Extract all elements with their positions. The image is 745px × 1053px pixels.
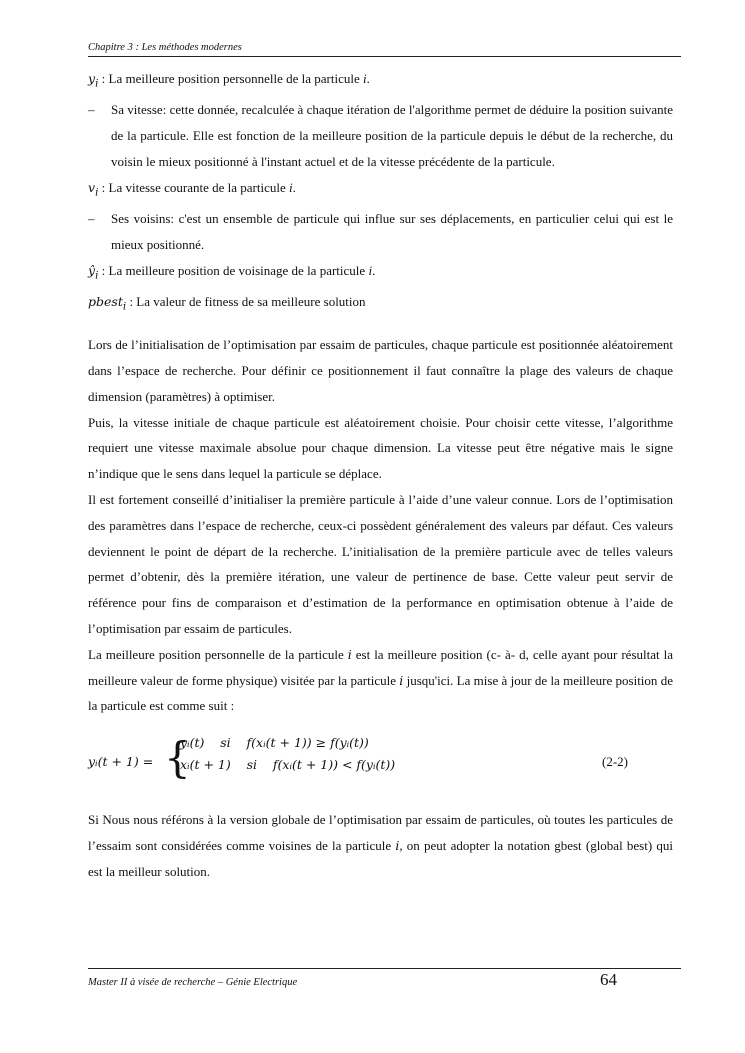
paragraph-premiere-particule: Il est fortement conseillé d’initialiser la première particule à l’aide d’une valeur connue. Lors de l’optimisation des paramètres dans l’espace de recherche, ceux-ci possèdent généralement des valeurs par défaut. Ces valeurs deviennent le point de départ de la recherche. L’initialisation de la première particule avec de telles valeurs permet d’obtenir, dès la première itération, une valeur de pertinence de base. Cette valeur peut servir de référence pour fins de comparaison et d’estimation de la performance en optimisation obtenue à l’aide de l’optimisation par essaim de particules. (88, 491, 673, 636)
paragraph-vitesse-initiale: Puis, la vitesse initiale de chaque particule est aléatoirement choisie. Pour choisir cette vitesse, l’algorithme requiert une vitesse maximale absolue pour chaque dimension. La vitesse peut être négative mais le signe n’indique que le sens dans lequel la particule se déplace. (88, 414, 673, 482)
dash-bullet: – (88, 210, 95, 226)
equation-lhs: yᵢ(t + 1) = (88, 754, 154, 770)
list-item-voisins: – Ses voisins: c'est un ensemble de particule qui influe sur ses déplacements, en particulier celui qui est le mieux positionné. (88, 206, 673, 258)
definition-yhat: $ŷ_i$ : La meilleure position de voisinage de la particule i. (88, 262, 376, 282)
definition-vi: $v_i$ : La vitesse courante de la particule i. (88, 179, 296, 199)
paragraph-meilleure-position: La meilleure position personnelle de la particule i est la meilleure position (c- à- d, celle ayant pour résultat la meilleure valeur de forme physique) visitée par la particule i jusqu'ici. La mise à jour de la meilleure position de la particule est comme suit : (88, 646, 673, 714)
paragraph-initialisation: Lors de l’initialisation de l’optimisation par essaim de particules, chaque particule est positionnée aléatoirement dans l’espace de recherche. Pour définir ce positionnement il faut connaître la plage des valeurs de chaque dimension (paramètres) à optimiser. (88, 337, 673, 404)
dash-bullet: – (88, 102, 95, 118)
page-number: 64 (600, 970, 617, 989)
page-header (88, 42, 681, 57)
definition-pbest: pbest$_i$ : La valeur de fitness de sa meilleure solution (88, 293, 366, 313)
equation-brace: { (164, 733, 191, 783)
chapter-title: Chapitre 3 : Les méthodes modernes (88, 42, 242, 53)
equation-case-2: xᵢ(t + 1) si f(xᵢ(t + 1)) < f(yᵢ(t)) (180, 757, 396, 773)
symbol-pbest: pbest$_i$ (88, 293, 127, 313)
symbol-yhat: $ŷ_i$ (88, 262, 99, 282)
footer-title: Master II à visée de recherche – Génie Electrique (88, 977, 298, 988)
definition-yi: $y_i$ : La meilleure position personnelle de la particule i. (88, 71, 370, 90)
equation-case-1: yᵢ(t) si f(xᵢ(t + 1)) ≥ f(yᵢ(t)) (180, 735, 369, 751)
equation-number: (2-2) (602, 754, 628, 770)
symbol-vi: $v_i$ (88, 179, 99, 199)
symbol-yi: $y_i$ (88, 71, 99, 90)
page-body (88, 66, 673, 885)
equation-2-2 (88, 727, 673, 795)
page-footer (88, 968, 681, 990)
list-item-vitesse: – Sa vitesse: cette donnée, recalculée à chaque itération de l'algorithme permet de déduire la position suivante de la particule. Elle est fonction de la meilleure position de la particule depuis le début de la recherche, du voisin le mieux positionné à l'instant actuel et de la vitesse précédente de la particule. (88, 97, 673, 174)
paragraph-gbest: Si Nous nous référons à la version globale de l’optimisation par essaim de particules, où toutes les particules de l’essaim sont considérées comme voisines de la particule i, on peut adopter la notation gbest (global best) qui est la meilleur solution. (88, 812, 674, 879)
